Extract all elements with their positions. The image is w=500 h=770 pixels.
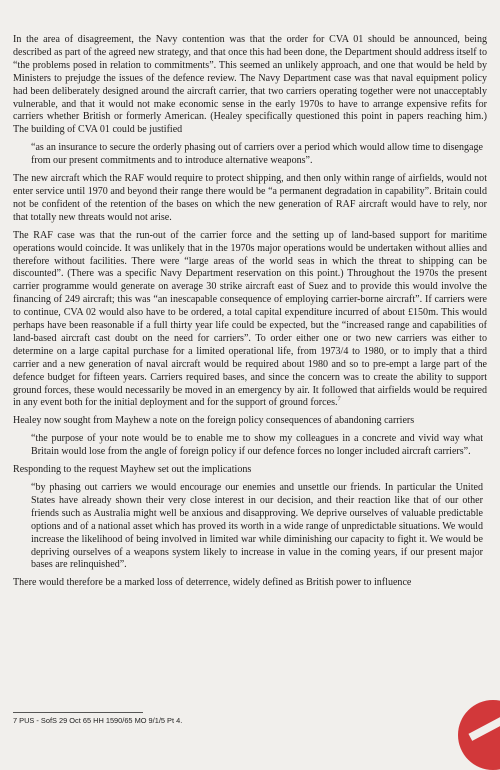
paragraph-new-aircraft: The new aircraft which the RAF would require to protect shipping, and then only within range of airfields, would not enter service until 1970 and beyond their range there would be “a permanent degradation in capability”. Britain could not be confident of the retention of the bases on which the new generation of RAF aircraft would have to rely, nor that totally new threats would not arise. xyxy=(13,173,487,223)
paragraph-mayhew-response: Responding to the request Mayhew set out the implications xyxy=(13,464,252,476)
footnote-divider xyxy=(13,712,143,713)
quote-insurance: “as an insurance to secure the orderly phasing out of carriers over a period which would allow time to disengage from our present commitments and to introduce alternative weapons”. xyxy=(31,142,483,167)
paragraph-healey-request: Healey now sought from Mayhew a note on the foreign policy consequences of abandoning carriers xyxy=(13,415,415,427)
quote-purpose: “the purpose of your note would be to enable me to show my colleagues in a concrete and vivid way what Britain would lose from the angle of foreign policy if our defence forces no longer included aircraft carriers”. xyxy=(31,433,483,458)
paragraph-raf-case xyxy=(13,230,487,411)
footnote-reference: 7 xyxy=(337,396,341,404)
paragraph-disagreement: In the area of disagreement, the Navy contention was that the order for CVA 01 should be announced, being described as part of the agreed new strategy, and that once this had been done, the Department should address itself to “the problems posed in relation to commitments”. This seemed an unlikely approach, and one that would be held by Ministers to prejudge the issues of the defence review. The Navy Department case was that naval equipment policy had been deliberately designed around the aircraft carrier, that two carriers operating together were not unacceptably vulnerable, and that it would not make economic sense in the early 1970s to have to arrange expensive refits for carriers whether British or formerly American. (Healey specifically questioned this point in papers reaching him.) The building of CVA 01 could be justified xyxy=(13,34,487,136)
footnote: 7 PUS - SofS 29 Oct 65 HH 1590/65 MO 9/1/5 Pt 4. xyxy=(13,716,183,725)
paragraph-deterrence: There would therefore be a marked loss of deterrence, widely defined as British power to influence xyxy=(13,577,412,589)
paragraph-raf-case-text: The RAF case was that the run-out of the carrier force and the setting up of land-based support for maritime operations would coincide. It was unlikely that in the 1970s major operations would be undertaken without allies and therefore without facilities. There were “large areas of the world seas in which the threat to shipping can be discounted”. (There was a specific Navy Department reservation on this point.) Throughout the 1970s the present carrier programme would generate on average 30 strike aircraft east of Suez and to provide this would involve the financing of 249 aircraft; this was “an inescapable consequence of employing carrier-borne aircraft”. If carriers were to continue, CVA 02 would also have to be ordered, a total capital expenditure incurred of about £150m. This would perhaps have been reasonable if a full thirty year life could be expected, but the “increased range and capabilities of land-based aircraft cast doubt on the need for carriers”. To order either one or two new carriers was either to determine on a large capital purchase for a limited operational life, from 1973/4 to 1980, or to imply that a third carrier and a new generation of naval aircraft would be required about 1980 and so to pre-empt a large part of the defence budget for fifteen years. Carriers required bases, and since the concern was to create the ability to support ground forces, these would necessarily be moved in an emergency by air. It followed that airfields would be required in any event both for the initial deployment and for the support of ground forces. xyxy=(13,229,487,409)
quote-phasing-out: “by phasing out carriers we would encourage our enemies and unsettle our friends. In particular the United States have already shown their very close interest in our decision, and their reaction like that of our other friends such as Australia might well be anxious and disapproving. We deprive ourselves of valuable predictable options and of a national asset which has proved its worth in a wide range of unpredictable situations. We would increase the likelihood of being involved in limited war while diminishing our capacity to fight it. We would be depriving ourselves of a weapons system likely to increase in value in the coming years, if our present major bases are relinquished”. xyxy=(31,482,483,571)
